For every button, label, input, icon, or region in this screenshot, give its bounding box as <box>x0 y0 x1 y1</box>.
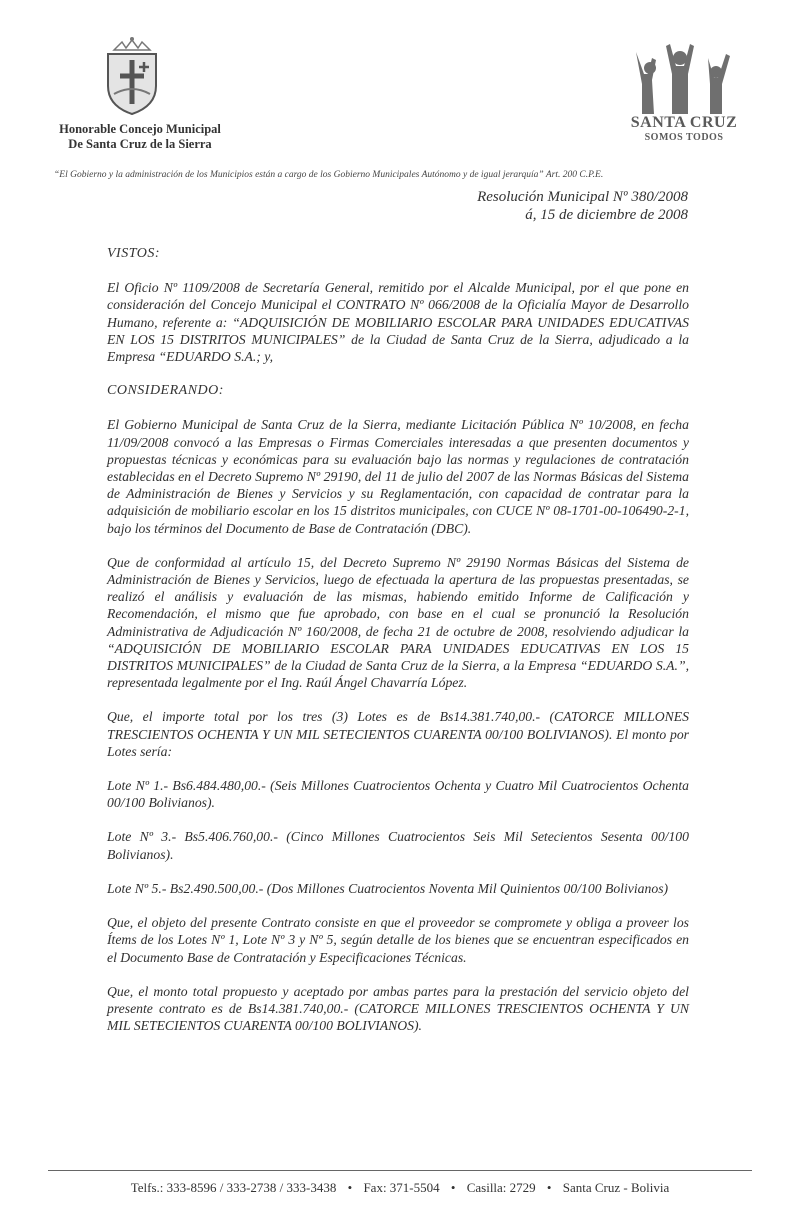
footer-phones: Telfs.: 333-8596 / 333-2738 / 333-3438 <box>130 1180 337 1195</box>
constitution-motto: “El Gobierno y la administración de los Municipios están a cargo de los Gobierno Municipales Autónomo y de igual jerarquía” Art. 200 C.P.E. <box>54 170 604 180</box>
vistos-paragraph: El Oficio Nº 1109/2008 de Secretaría General, remitido por el Alcalde Municipal, por el que pone en consideración del Concejo Municipal el CONTRATO Nº 066/2008 de la Oficialía Mayor de Desarrollo Humano, referente a: “ADQUISICIÓN DE MOBILIARIO ESCOLAR PARA UNIDADES EDUCATIVAS EN LOS 15 DISTRITOS MUNICIPALES” de la Ciudad de Santa Cruz de la Sierra, adjudicado a la Empresa “EDUARDO S.A.; y, <box>107 280 689 365</box>
paragraph-adjudicacion: Que de conformidad al artículo 15, del Decreto Supremo Nº 29190 Normas Básicas del Sistema de Administración de Bienes y Servicios, luego de efectuada la apertura de las propuestas presentadas, se realizó el análisis y evaluación de las mismas, habiendo emitido Informe de Calificación y Recomendación, el mismo que fue aprobado, con base en el cual se pronunció la Resolución Administrativa de Adjudicación Nº 160/2008, de fecha 21 de octubre de 2008, resolviendo adjudicar la “ADQUISICIÓN DE MOBILIARIO ESCOLAR PARA UNIDADES EDUCATIVAS EN LOS 15 DISTRITOS MUNICIPALES” de la Ciudad de Santa Cruz de la Sierra, a la Empresa “EDUARDO S.A.”, representada legalmente por el Ing. Raúl Ángel Chavarría López. <box>107 554 689 691</box>
council-line-1: Honorable Concejo Municipal <box>59 122 221 136</box>
council-line-2: De Santa Cruz de la Sierra <box>68 137 212 151</box>
letterhead <box>0 0 800 200</box>
resolution-heading <box>477 188 688 224</box>
logo-name: SANTA CRUZ <box>630 114 738 131</box>
footer-bullet: • <box>347 1180 353 1195</box>
resolution-date: á, 15 de diciembre de 2008 <box>525 207 688 223</box>
footer-bullet: • <box>546 1180 552 1195</box>
document-body <box>107 245 689 1051</box>
paragraph-licitacion: El Gobierno Municipal de Santa Cruz de la Sierra, mediante Licitación Pública Nº 10/2008, en fecha 11/09/2008 convocó a las Empresas o Firmas Comerciales interesadas a que presenten documentos y propuestas técnicas y económicas para su evaluación bajo las normas y regulaciones de contratación establecidas en el Decreto Supremo Nº 29190, del 11 de julio del 2007 de las Normas Básicas del Sistema de Administración de Bienes y Servicios y su Reglamentación, con capacidad de contratar para la adquisición de mobiliario escolar en los 15 distritos municipales, con CUCE Nº 08-1701-00-106490-2-1, bajo los términos del Documento de Base de Contratación (DBC). <box>107 417 689 536</box>
paragraph-objeto: Que, el objeto del presente Contrato consiste en que el proveedor se compromete y obliga a proveer los Ítems de los Lotes Nº 1, Lote Nº 3 y Nº 5, según detalle de los bienes que se encuentran especificados en el Documento Base de Contratación y Especificaciones Técnicas. <box>107 915 689 965</box>
footer-divider <box>48 1170 752 1171</box>
vistos-heading: VISTOS: <box>107 246 161 261</box>
lote-5-item: Lote Nº 5.- Bs2.490.500,00.- (Dos Millones Cuatrocientos Noventa Mil Quinientos 00/100 Bolivianos) <box>107 880 669 896</box>
paragraph-monto-total: Que, el monto total propuesto y aceptado por ambas partes para la prestación del servicio objeto del presente contrato es de Bs14.381.740,00.- (CATORCE MILLONES TRESCIENTOS OCHENTA Y UN MIL SETECIENTOS CUARENTA 00/100 BOLIVIANOS). <box>107 983 689 1034</box>
footer-fax: Fax: 371-5504 <box>363 1180 440 1195</box>
paragraph-importe-total: Que, el importe total por los tres (3) Lotes es de Bs14.381.740,00.- (CATORCE MILLONES TRESCIENTOS OCHENTA Y UN MIL SETECIENTOS CUARENTA 00/100 BOLIVIANOS). El monto por Lotes sería: <box>107 709 689 759</box>
resolution-number: Resolución Municipal Nº 380/2008 <box>477 189 688 205</box>
footer-bullet: • <box>450 1180 456 1195</box>
footer-contact <box>0 1180 800 1196</box>
footer-city: Santa Cruz - Bolivia <box>562 1180 670 1195</box>
footer-casilla: Casilla: 2729 <box>466 1180 536 1195</box>
coat-of-arms-icon <box>100 36 164 116</box>
logo-tagline: SOMOS TODOS <box>644 132 724 143</box>
considerando-heading: CONSIDERANDO: <box>107 383 224 399</box>
lote-1-item: Lote Nº 1.- Bs6.484.480,00.- (Seis Millones Cuatrocientos Ochenta y Cuatro Mil Cuatrocientos Ochenta 00/100 Bolivianos). <box>107 778 689 811</box>
santa-cruz-people-logo-icon <box>618 44 748 114</box>
council-name <box>40 122 240 152</box>
lote-3-item: Lote Nº 3.- Bs5.406.760,00.- (Cinco Millones Cuatrocientos Seis Mil Setecientos Sesenta 00/100 Bolivianos). <box>107 829 689 862</box>
